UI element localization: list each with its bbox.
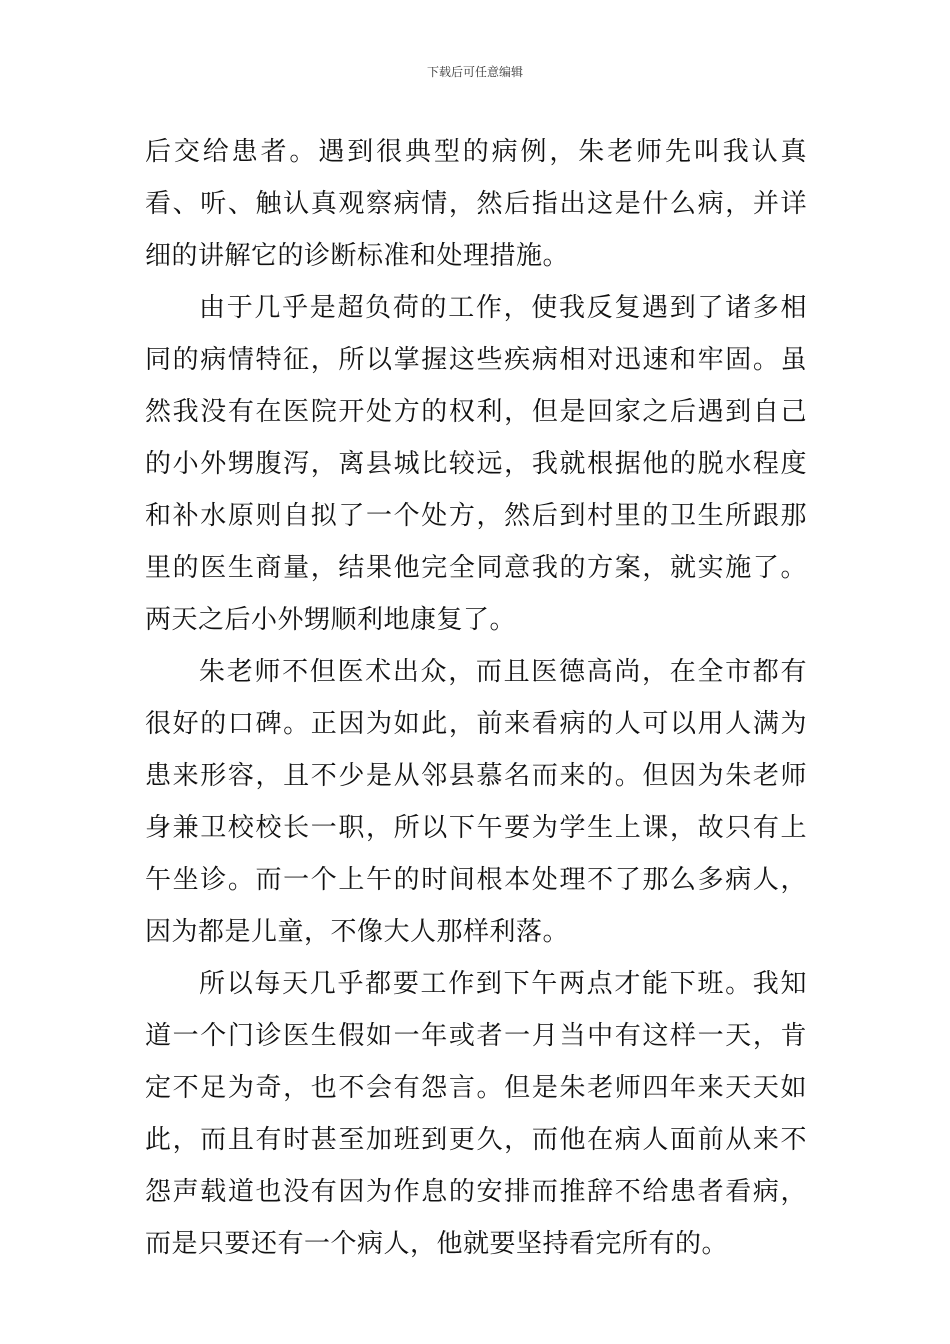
page-header: 下载后可任意编辑 (426, 65, 523, 79)
paragraph-4: 所以每天几乎都要工作到下午两点才能下班。我知道一个门诊医生假如一年或者一月当中有这样一天，肯定不足为奇，也不会有怨言。但是朱老师四年来天天如此，而且有时甚至加班到更久，而他在病人面前从来不怨声载道也没有因为作息的安排而推辞不给患者看病，而是只要还有一个病人，他就要坚持看完所有的。 (145, 969, 807, 1259)
document-body (145, 126, 807, 1270)
paragraph-2: 由于几乎是超负荷的工作，使我反复遇到了诸多相同的病情特征，所以掌握这些疾病相对迅速和牢固。虽然我没有在医院开处方的权利，但是回家之后遇到自己的小外甥腹泻，离县城比较远，我就根据他的脱水程度和补水原则自拟了一个处方，然后到村里的卫生所跟那里的医生商量，结果他完全同意我的方案，就实施了。两天之后小外甥顺利地康复了。 (145, 293, 807, 635)
paragraph-1: 后交给患者。遇到很典型的病例，朱老师先叫我认真看、听、触认真观察病情，然后指出这是什么病，并详细的讲解它的诊断标准和处理措施。 (145, 137, 807, 271)
paragraph-3: 朱老师不但医术出众，而且医德高尚，在全市都有很好的口碑。正因为如此，前来看病的人可以用人满为患来形容，且不少是从邻县慕名而来的。但因为朱老师身兼卫校校长一职，所以下午要为学生上课，故只有上午坐诊。而一个上午的时间根本处理不了那么多病人，因为都是儿童，不像大人那样利落。 (145, 657, 807, 947)
